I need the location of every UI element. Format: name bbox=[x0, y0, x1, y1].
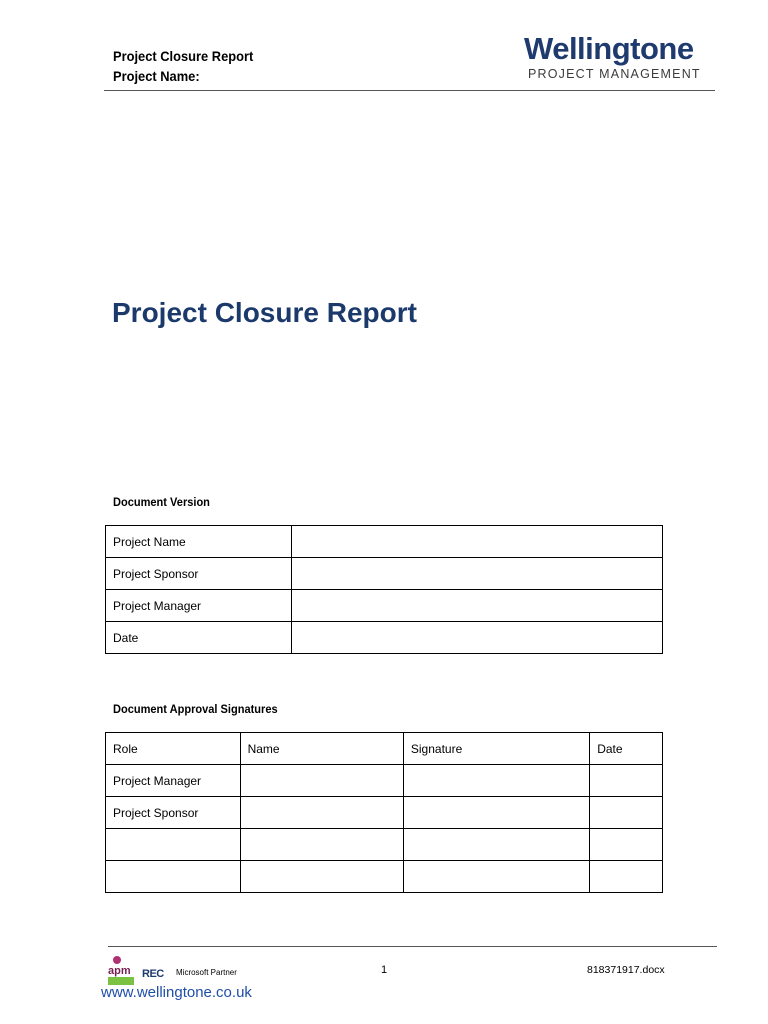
table-cell[interactable] bbox=[403, 861, 589, 893]
column-header: Signature bbox=[403, 733, 589, 765]
table-row bbox=[106, 526, 663, 558]
rec-logo-text: REC bbox=[142, 968, 164, 980]
footer-divider bbox=[108, 946, 717, 947]
row-value[interactable] bbox=[292, 558, 663, 590]
table-cell[interactable] bbox=[590, 765, 663, 797]
column-header: Name bbox=[240, 733, 403, 765]
apm-logo bbox=[108, 955, 134, 985]
apm-logo-text: apm bbox=[108, 965, 131, 977]
table-cell[interactable] bbox=[590, 861, 663, 893]
header-divider bbox=[104, 90, 715, 91]
approval-table bbox=[105, 732, 663, 893]
column-header: Role bbox=[106, 733, 241, 765]
document-filename: 818371917.docx bbox=[587, 964, 665, 976]
table-cell bbox=[106, 829, 241, 861]
microsoft-partner-logo bbox=[176, 968, 237, 977]
table-header-row bbox=[106, 733, 663, 765]
row-value[interactable] bbox=[292, 622, 663, 654]
table-row bbox=[106, 797, 663, 829]
header-project-name: Project Name: bbox=[113, 68, 200, 84]
row-value[interactable] bbox=[292, 590, 663, 622]
table-row bbox=[106, 622, 663, 654]
logo-name: Wellingtone bbox=[524, 31, 694, 66]
microsoft-partner-text: Microsoft Partner bbox=[176, 968, 237, 977]
header-report-title: Project Closure Report bbox=[113, 48, 254, 64]
table-cell[interactable] bbox=[240, 861, 403, 893]
rec-logo bbox=[142, 968, 170, 982]
row-label: Project Name bbox=[106, 526, 292, 558]
table-row bbox=[106, 590, 663, 622]
table-row bbox=[106, 861, 663, 893]
version-section-heading: Document Version bbox=[113, 495, 210, 509]
row-value[interactable] bbox=[292, 526, 663, 558]
table-cell[interactable] bbox=[590, 797, 663, 829]
version-table bbox=[105, 525, 663, 654]
logo-subtitle: PROJECT MANAGEMENT bbox=[528, 67, 701, 81]
table-cell[interactable] bbox=[240, 797, 403, 829]
table-row bbox=[106, 829, 663, 861]
table-cell: Project Sponsor bbox=[106, 797, 241, 829]
table-cell[interactable] bbox=[403, 765, 589, 797]
table-cell[interactable] bbox=[590, 829, 663, 861]
table-cell bbox=[106, 861, 241, 893]
wellingtone-logo bbox=[524, 32, 716, 84]
approval-section-heading: Document Approval Signatures bbox=[113, 702, 278, 716]
table-cell[interactable] bbox=[240, 829, 403, 861]
table-cell[interactable] bbox=[403, 797, 589, 829]
table-cell: Project Manager bbox=[106, 765, 241, 797]
row-label: Project Manager bbox=[106, 590, 292, 622]
table-cell[interactable] bbox=[240, 765, 403, 797]
document-title: Project Closure Report bbox=[112, 297, 417, 328]
table-cell[interactable] bbox=[403, 829, 589, 861]
table-row bbox=[106, 558, 663, 590]
page-header bbox=[113, 46, 253, 86]
row-label: Date bbox=[106, 622, 292, 654]
table-row bbox=[106, 765, 663, 797]
page-number: 1 bbox=[381, 964, 388, 976]
row-label: Project Sponsor bbox=[106, 558, 292, 590]
column-header: Date bbox=[590, 733, 663, 765]
website-link[interactable]: www.wellingtone.co.uk bbox=[101, 984, 252, 1001]
